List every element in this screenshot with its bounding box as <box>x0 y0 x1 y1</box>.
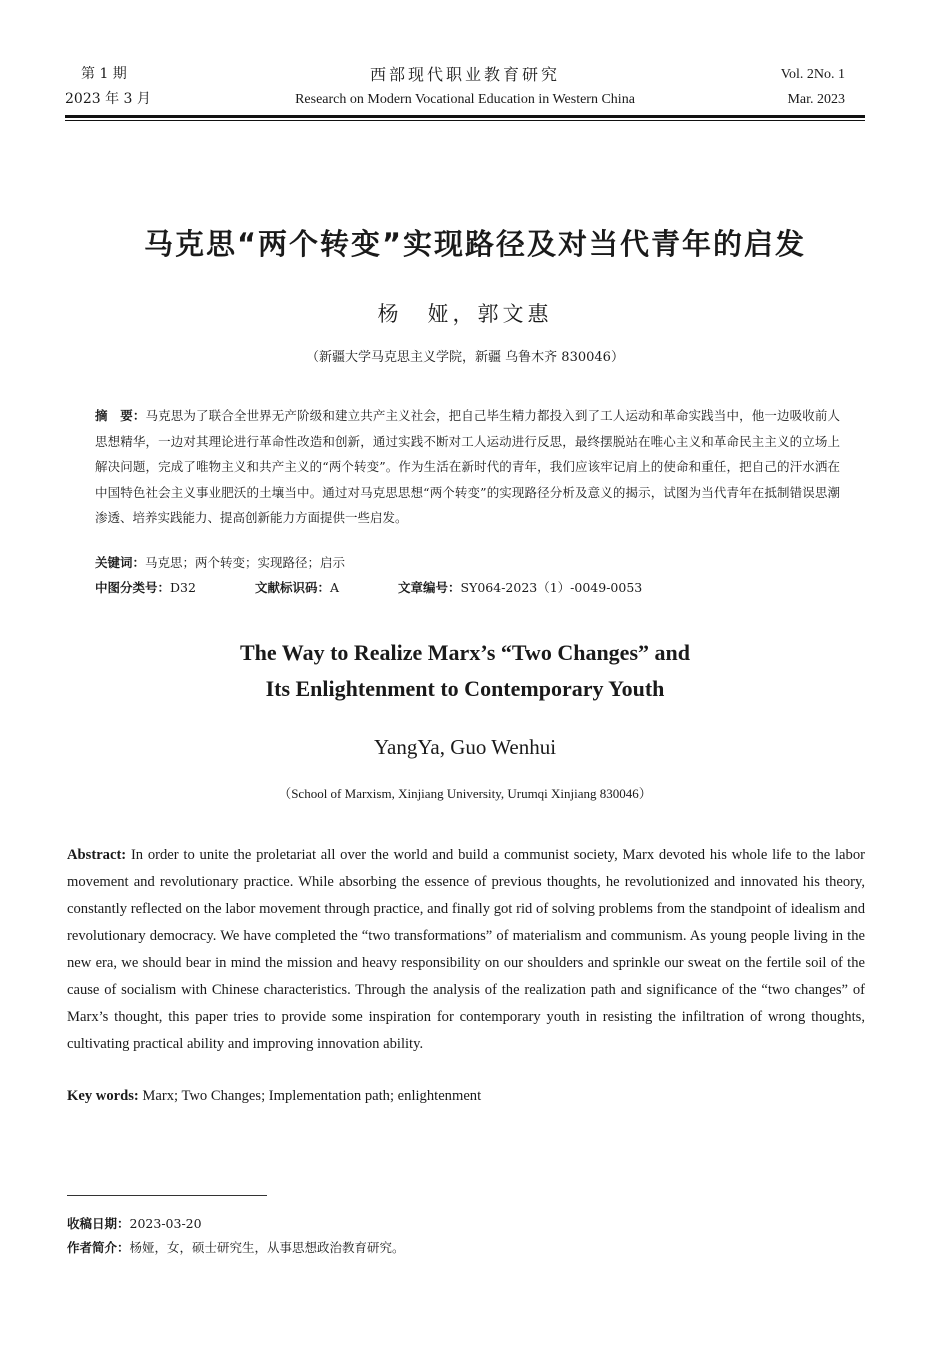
article-value: SY064-2023（1）-0049-0053 <box>460 580 643 595</box>
received-label: 收稿日期： <box>67 1216 130 1231</box>
header-volume: Vol. 2No. 1 <box>780 67 845 82</box>
keywords-cn-label: 关键词： <box>95 555 146 570</box>
header-issue-block <box>65 62 175 112</box>
received-date <box>67 1212 865 1236</box>
header-journal-cn: 西部现代职业教育研究 <box>369 65 560 84</box>
author-bio-label: 作者简介： <box>67 1240 130 1255</box>
abstract-cn-text: 马克思为了联合全世界无产阶级和建立共产主义社会，把自己毕生精力都投入到了工人运动和革命实践当中，他一边吸收前人思想精华，一边对其理论进行革命性改造和创新，通过实践不断对工人运动进行反思，最终摆脱站在唯心主义和革命民主主义的立场上解决问题，完成了唯物主义和共产主义的“两个转变”。作为生活在新时代的青年，我们应该牢记肩上的使命和重任，把自己的汗水洒在中国特色社会主义事业肥沃的土壤当中。通过对马克思思想“两个转变”的实现路径分析及意义的揭示，试图为当代青年在抵制错误思潮渗透、培养实践能力、提高创新能力方面提供一些启发。 <box>95 408 840 525</box>
abstract-en-label: Abstract: <box>67 847 127 863</box>
affiliation-cn: （新疆大学马克思主义学院，新疆 乌鲁木齐 830046） <box>306 350 624 365</box>
header-issue-cn: 第 1 期 <box>81 66 127 82</box>
header-rule-thick <box>65 115 865 118</box>
clc-label: 中图分类号： <box>95 580 171 595</box>
header-journal-block <box>250 62 680 112</box>
footnote-rule <box>67 1195 267 1196</box>
header-volume-block <box>735 62 845 112</box>
abstract-en-text: In order to unite the proletariat all over the world and build a communist society, Marx devoted his whole life to the labor movement and revolutionary practice. While absorbing the essence of previous thoughts, he revolutionized and innovated his theory, constantly reflected on the labor movement through practice, and finally got rid of solving problems from the standpoint of idealism and revolutionary democracy. We have completed the “two transformations” of materialism and communism. As young people living in the new era, we should bear in mind the mission and heavy responsibility on our shoulders and sprinkle our sweat on the fertile soil of the cause of socialism with Chinese characteristics. Through the analysis of the realization path and significance of the “two changes” of Marx’s thought, this paper tries to provide some inspiration for contemporary youth in resisting the infiltration of wrong thoughts, cultivating practical ability and improving innovation ability. <box>67 847 865 1052</box>
keywords-cn-text: 马克思；两个转变；实现路径；启示 <box>145 555 346 570</box>
keywords-cn <box>95 551 840 575</box>
affiliation-en: （School of Marxism, Xinjiang University, Urumqi Xinjiang 830046） <box>278 786 652 801</box>
keywords-en <box>67 1083 865 1110</box>
doc-value: A <box>330 580 340 595</box>
author-bio <box>67 1236 865 1260</box>
author-bio-value: 杨娅，女，硕士研究生，从事思想政治教育研究。 <box>129 1240 405 1255</box>
title-en <box>100 635 830 707</box>
abstract-cn <box>95 403 840 531</box>
authors-cn: 杨 娅，郭文惠 <box>377 302 553 326</box>
abstract-cn-label: 摘 要： <box>95 408 146 423</box>
header-journal-en: Research on Modern Vocational Education in Western China <box>295 92 635 107</box>
header-date-cn: 2023 年 3 月 <box>65 91 151 107</box>
clc-value: D32 <box>170 580 196 595</box>
authors-en: YangYa, Guo Wenhui <box>373 735 557 759</box>
article-label: 文章编号： <box>398 580 461 595</box>
document-code <box>255 576 339 600</box>
doc-label: 文献标识码： <box>255 580 331 595</box>
keywords-en-label: Key words: <box>67 1088 139 1104</box>
footnote <box>67 1212 865 1260</box>
title-en-line2: Its Enlightenment to Contemporary Youth <box>265 676 665 701</box>
title-en-line1: The Way to Realize Marx’s “Two Changes” and <box>240 640 690 665</box>
abstract-en <box>67 842 865 1058</box>
header-rule-thin <box>65 120 865 121</box>
title-cn: 马克思“两个转变”实现路径及对当代青年的启发 <box>143 227 807 261</box>
keywords-en-text: Marx; Two Changes; Implementation path; enlightenment <box>142 1088 482 1104</box>
header-date-en: Mar. 2023 <box>787 92 845 107</box>
running-header <box>65 62 865 118</box>
clc-number <box>95 576 196 600</box>
received-value: 2023-03-20 <box>129 1216 202 1231</box>
article-number <box>398 576 642 600</box>
